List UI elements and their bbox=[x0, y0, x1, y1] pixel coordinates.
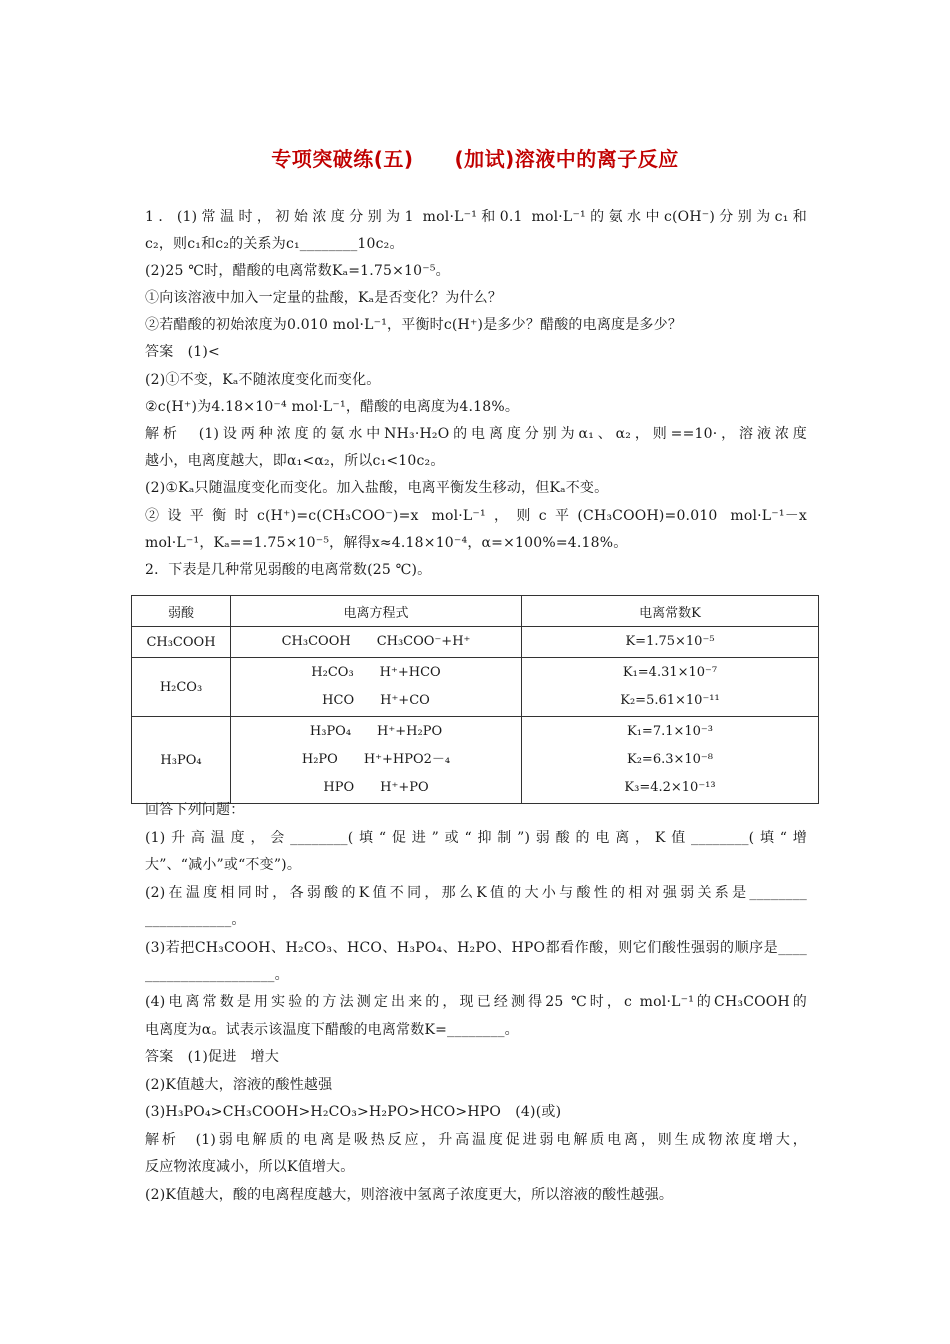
text-line: (2)K值越大，溶液的酸性越强 bbox=[145, 1077, 333, 1093]
text-line: (3)H₃PO₄>CH₃COOH>H₂CO₃>H₂PO>HCO>HPO (4)(或) bbox=[145, 1104, 562, 1120]
text-line: (2)①Kₐ只随温度变化而变化。加入盐酸，电离平衡发生移动，但Kₐ不变。 bbox=[145, 480, 609, 496]
text-line: (2)25 ℃时，醋酸的电离常数Kₐ=1.75×10⁻⁵。 bbox=[145, 263, 450, 279]
constant-text: K₁=4.31×10⁻⁷ bbox=[622, 665, 718, 680]
constant-text: K₃=4.2×10⁻¹³ bbox=[624, 780, 716, 795]
text-line: ②若醋酸的初始浓度为0.010 mol·L⁻¹，平衡时c(H⁺)是多少？醋酸的电离度是多少？ bbox=[145, 317, 683, 333]
text-line: (1)升高温度，会________(填“促进”或“抑制”)弱酸的电离，K值________(填“增 bbox=[145, 830, 807, 846]
text-line: 反应物浓度减小，所以K值增大。 bbox=[145, 1159, 355, 1175]
text-line: 2．下表是几种常见弱酸的电离常数(25 ℃)。 bbox=[145, 562, 432, 578]
text-line: 回答下列问题： bbox=[145, 802, 245, 818]
constant-text: K₂=6.3×10⁻⁸ bbox=[627, 752, 713, 767]
constant-cell bbox=[522, 717, 819, 804]
text-line: (2)在温度相同时，各弱酸的K值不同，那么K值的大小与酸性的相对强弱关系是________ bbox=[145, 885, 807, 901]
table-row bbox=[132, 658, 819, 717]
text-line: c₂，则c₁和c₂的关系为c₁________10c₂。 bbox=[145, 236, 404, 252]
equation-text: HCO H⁺+CO bbox=[322, 693, 430, 708]
text-line: mol·L⁻¹，Kₐ==1.75×10⁻⁵，解得x≈4.18×10⁻⁴，α=×100%=4.18%。 bbox=[145, 535, 628, 551]
text-line: 1．(1)常温时，初始浓度分别为1 mol·L⁻¹和0.1 mol·L⁻¹的氨水中c(OH⁻)分别为c₁和 bbox=[145, 209, 807, 225]
constant-cell bbox=[522, 658, 819, 717]
text-line: ②c(H⁺)为4.18×10⁻⁴ mol·L⁻¹，醋酸的电离度为4.18%。 bbox=[145, 399, 520, 415]
ionization-constants-table bbox=[131, 595, 819, 804]
text-line: 答案 (1)促进 增大 bbox=[145, 1049, 280, 1065]
equation-cell bbox=[231, 627, 522, 658]
text-line: ②设平衡时c(H⁺)=c(CH₃COO⁻)=x mol·L⁻¹，则c平(CH₃COOH)=0.010 mol·L⁻¹－x bbox=[145, 508, 807, 524]
equation-text: H₂CO₃ H⁺+HCO bbox=[311, 665, 441, 680]
equation-text: CH₃COOH CH₃COO⁻+H⁺ bbox=[281, 634, 471, 649]
text-line: ①向该溶液中加入一定量的盐酸，Kₐ是否变化？为什么？ bbox=[145, 290, 503, 306]
text-line: 大”、“减小”或“不变”)。 bbox=[145, 857, 302, 873]
text-line: 越小，电离度越大，即α₁<α₂，所以c₁<10c₂。 bbox=[145, 453, 445, 469]
acid-cell: H₂CO₃ bbox=[132, 658, 231, 717]
acid-cell: CH₃COOH bbox=[132, 627, 231, 658]
text-line: 解析 (1)弱电解质的电离是吸热反应，升高温度促进弱电解质电离，则生成物浓度增大， bbox=[145, 1132, 807, 1148]
table-header-constant: 电离常数K bbox=[522, 596, 819, 627]
text-line: (2)①不变，Kₐ不随浓度变化而变化。 bbox=[145, 372, 381, 388]
constant-cell bbox=[522, 627, 819, 658]
table-row bbox=[132, 627, 819, 658]
text-line: __________________。 bbox=[145, 967, 289, 983]
constant-text: K₁=7.1×10⁻³ bbox=[627, 724, 713, 739]
text-line: (3)若把CH₃COOH、H₂CO₃、HCO、H₃PO₄、H₂PO、HPO都看作酸，则它们酸性强弱的顺序是____ bbox=[145, 940, 807, 956]
text-line: (4)电离常数是用实验的方法测定出来的，现已经测得25 ℃时，c mol·L⁻¹的CH₃COOH的 bbox=[145, 994, 807, 1010]
acid-cell: H₃PO₄ bbox=[132, 717, 231, 804]
text-line: (2)K值越大，酸的电离程度越大，则溶液中氢离子浓度更大，所以溶液的酸性越强。 bbox=[145, 1187, 674, 1203]
text-line: ____________。 bbox=[145, 912, 246, 928]
text-line: 答案 (1)< bbox=[145, 344, 220, 360]
constant-text: K₂=5.61×10⁻¹¹ bbox=[620, 693, 720, 708]
table-header-equation: 电离方程式 bbox=[231, 596, 522, 627]
page-title: 专项突破练(五) (加试)溶液中的离子反应 bbox=[271, 147, 679, 171]
equation-cell bbox=[231, 658, 522, 717]
constant-text: K=1.75×10⁻⁵ bbox=[625, 634, 715, 649]
equation-text: H₃PO₄ H⁺+H₂PO bbox=[309, 724, 443, 739]
table-header-acid: 弱酸 bbox=[132, 596, 231, 627]
equation-text: H₂PO H⁺+HPO2－₄ bbox=[301, 752, 451, 767]
table-row bbox=[132, 717, 819, 804]
text-line: 电离度为α。试表示该温度下醋酸的电离常数K=________。 bbox=[145, 1022, 519, 1038]
text-line: 解析 (1)设两种浓度的氨水中NH₃·H₂O的电离度分别为α₁、α₂，则==10·，溶液浓度 bbox=[145, 426, 807, 442]
equation-cell bbox=[231, 717, 522, 804]
equation-text: HPO H⁺+PO bbox=[323, 780, 429, 795]
